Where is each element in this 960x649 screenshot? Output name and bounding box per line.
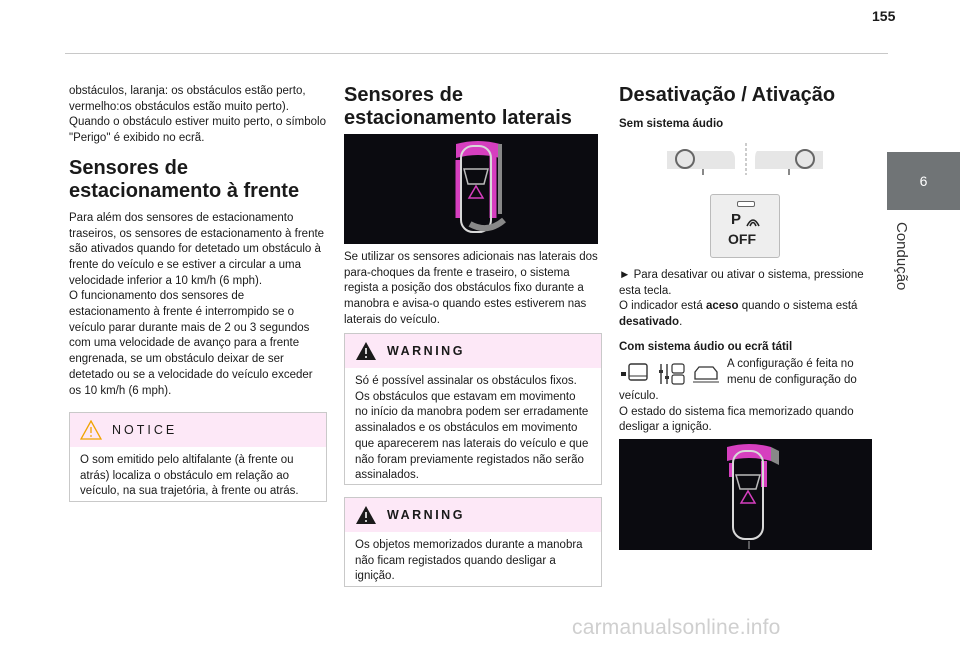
chapter-number: 6 bbox=[919, 173, 928, 189]
sound-waves-icon bbox=[745, 212, 761, 233]
notice-text: O som emitido pelo altifalante (à frente ou atrás) localiza o obstáculo em relação ao veículo, na sua trajetória, à frente ou atrás. bbox=[80, 454, 299, 498]
warning-text-1: Só é possível assinalar os obstáculos fixos. Os obstáculos que estavam em movimento no início da manobra podem ser erradamente assinalados e os obstáculos em movimento que aparecerem nas laterais do veículo e que não foram previamente registados não serão assinalados. bbox=[355, 375, 589, 482]
press-key-text: ► Para desativar ou ativar o sistema, pressione esta tecla. bbox=[619, 269, 864, 297]
chapter-title: Condução bbox=[893, 222, 910, 291]
page-number: 155 bbox=[872, 8, 896, 24]
front-body-1: Para além dos sensores de estacionamento traseiros, os sensores de estacionamento à frente são ativados quando for detetado um obstáculo à frente do veículo e se estiver a circular a uma velocidade inferior a 10 km/h (6 mph). bbox=[69, 211, 325, 287]
text-span: quando o sistema está bbox=[738, 300, 858, 313]
front-body-2: O funcionamento dos sensores de estacionamento à frente é interrompido se o veículo parar durante mais de 2 ou 3 segundos com uma velocidade de avanço para a frente engrenada, se um obstáculo deixar de ser detetado ou se a velocidade do veículo exceder os 10 km/h (6 mph). bbox=[69, 290, 313, 397]
warning-label-1: WARNING bbox=[387, 344, 465, 358]
dashboard-illustration bbox=[665, 141, 827, 177]
indicator-text bbox=[619, 299, 877, 330]
warning-box-2 bbox=[344, 497, 602, 587]
heading-line: Sensores de bbox=[344, 84, 463, 106]
deactivation-body bbox=[619, 268, 877, 356]
audio-subheading: Com sistema áudio ou ecrã tátil bbox=[619, 340, 793, 353]
warning-label-2: WARNING bbox=[387, 508, 465, 522]
warning-triangle-icon bbox=[355, 505, 377, 525]
text-bold: aceso bbox=[705, 300, 739, 313]
parking-icon: P bbox=[731, 211, 742, 228]
warning-header-2 bbox=[345, 498, 601, 532]
menu-icons bbox=[621, 362, 721, 386]
watermark: carmanualsonline.info bbox=[572, 616, 781, 639]
warning-triangle-icon bbox=[355, 341, 377, 361]
column-2 bbox=[344, 84, 602, 130]
text-bold: desativado bbox=[619, 316, 680, 329]
notice-triangle-icon bbox=[80, 420, 102, 440]
top-divider bbox=[65, 53, 888, 54]
chapter-tab[interactable] bbox=[887, 152, 960, 210]
column-3 bbox=[619, 84, 877, 133]
heading-line: estacionamento laterais bbox=[344, 107, 572, 129]
config-body bbox=[619, 389, 877, 436]
chapter-title-wrap bbox=[888, 222, 914, 302]
indicator-led bbox=[737, 201, 755, 207]
front-sensors-heading bbox=[69, 157, 327, 203]
config-text: A configuração é feita no menu de configuração do bbox=[727, 358, 857, 386]
intro-text: obstáculos, laranja: os obstáculos estão perto, vermelho:os obstáculos estão muito perto). Quando o obstáculo estiver muito perto, o símbolo "Perigo" é exibido no ecrã. bbox=[69, 85, 326, 145]
notice-label: NOTICE bbox=[112, 423, 178, 437]
heading-line: estacionamento à frente bbox=[69, 179, 300, 202]
text-span: . bbox=[679, 316, 683, 329]
column-1 bbox=[69, 84, 327, 399]
park-assist-off-button[interactable] bbox=[710, 194, 780, 258]
side-sensors-body: Se utilizar os sensores adicionais nas laterais dos para-choques da frente e traseiro, o sistema regista a posição dos obstáculos fixo durante a manobra e avisa-o quando estes estiverem nas laterais do veículo. bbox=[344, 251, 598, 326]
notice-header bbox=[70, 413, 326, 447]
side-sensors-heading bbox=[344, 84, 602, 130]
side-sensors-image bbox=[344, 134, 598, 244]
warning-text-2: Os objetos memorizados durante a manobra não ficam registados quando desligar a ignição. bbox=[355, 539, 583, 583]
warning-header-1 bbox=[345, 334, 601, 368]
front-sensors-image bbox=[619, 439, 872, 550]
no-audio-subheading: Sem sistema áudio bbox=[619, 118, 724, 130]
text-span: O indicador está bbox=[619, 300, 706, 313]
warning-box-1 bbox=[344, 333, 602, 485]
memorized-text: O estado do sistema fica memorizado quando desligar a ignição. bbox=[619, 405, 854, 434]
heading-line: Sensores de bbox=[69, 156, 188, 179]
off-label: OFF bbox=[728, 231, 756, 247]
deactivation-heading: Desativação / Ativação bbox=[619, 84, 836, 106]
vehicle-text: veículo. bbox=[619, 390, 659, 402]
notice-box bbox=[69, 412, 327, 502]
